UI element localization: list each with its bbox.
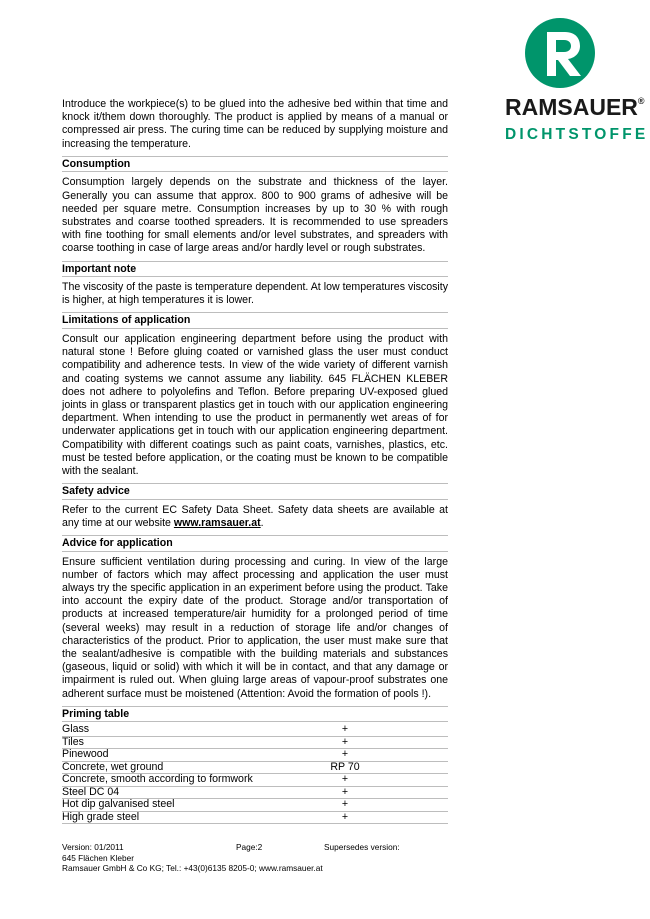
primer-cell: + — [310, 774, 448, 787]
footer-page-number: Page:2 — [236, 842, 263, 852]
material-cell: Pinewood — [62, 749, 310, 762]
primer-cell: + — [310, 749, 448, 762]
footer-version: Version: 01/2011 — [62, 842, 124, 852]
primer-cell: + — [310, 724, 448, 736]
website-link[interactable]: www.ramsauer.at — [173, 516, 261, 529]
material-cell: Concrete, smooth according to formwork — [62, 774, 310, 787]
material-cell: Glass — [62, 724, 310, 736]
material-cell: High grade steel — [62, 811, 310, 824]
primer-cell: + — [310, 811, 448, 824]
material-cell: Hot dip galvanised steel — [62, 799, 310, 812]
consumption-text: Consumption largely depends on the substrate and thickness of the layer. Generally you can assume that approx. 800 to 900 grams of adhesive will be needed per square metre. Consumption increases by up to 30 % with rough substrates and coarse toothed spreaders. It is recommended to use spreaders with fine toothing for small elements and/or level substrates, and spreaders with coarse toothing in case of large areas and/or hardly level or rough substrates. — [62, 176, 448, 255]
consumption-heading: Consumption — [62, 156, 448, 173]
logo-wordmark: RAMSAUER® — [505, 94, 645, 120]
page-footer — [62, 842, 462, 874]
primer-cell: + — [310, 736, 448, 749]
intro-paragraph: Introduce the workpiece(s) to be glued into the adhesive bed within that time and knock it/them down thoroughly. The product is applied by means of a manual or compressed air press. The curing time can be reduced by supplying moisture and increasing the temperature. — [62, 98, 448, 150]
limitations-heading: Limitations of application — [62, 312, 448, 329]
priming-table-heading: Priming table — [62, 706, 448, 723]
material-cell: Concrete, wet ground — [62, 761, 310, 774]
footer-supersedes: Supersedes version: — [324, 842, 400, 852]
safety-heading: Safety advice — [62, 483, 448, 500]
important-note-heading: Important note — [62, 261, 448, 278]
footer-row-version — [62, 842, 462, 853]
primer-cell: + — [310, 799, 448, 812]
limitations-text: Consult our application engineering department before using the product with natural stone ! Before gluing coated or varnished glass the user must conduct compatibility and adherence tests. In view of the wide variety of different varnish and coating systems we cannot assume any liability. 645 FLÄCHEN KLEBER does not adhere to polyolefins and Teflon. Before preparing UV-exposed glued joints in glass or transparent plastics get in touch with our application engineering department. When intending to use the product in permanently wet areas of for underwater applications get in touch with our application engineering department. Compatibility with different coatings such as paint coats, varnishes, plastics, etc. must be tested before application, or the coating must be known to be compatible with the sealant. — [62, 332, 448, 477]
primer-cell: RP 70 — [310, 761, 448, 774]
table-row — [62, 749, 448, 762]
table-row — [62, 811, 448, 824]
table-row — [62, 799, 448, 812]
primer-cell: + — [310, 786, 448, 799]
priming-table — [62, 724, 448, 824]
table-row — [62, 736, 448, 749]
safety-end: . — [260, 516, 264, 529]
table-row — [62, 774, 448, 787]
footer-product: 645 Flächen Kleber — [62, 852, 134, 863]
safety-body: Refer to the current EC Safety Data Sheet. Safety data sheets are available at any time at our website — [62, 503, 448, 529]
material-cell: Steel DC 04 — [62, 786, 310, 799]
advice-text: Ensure sufficient ventilation during processing and curing. In view of the large number of factors which may affect processing and application the user must always try the specific application in an experiment before using the product. Take into account the expiry date of the product. Storage and/or transportation of products at increased temperature/air humidity for a prolonged period of time (several weeks) may result in a reduction of storage life and/or changes of characteristics of the product. Prior to application, the user must make sure that the sealant/adhesive is compatible with the building materials and substances (gaseous, liquid or solid) with which it will be in contact, and that any damage or impairment is ruled out. When gluing large areas of vapour-proof substrates one adherent surface must be moistened (Attention: Avoid the formation of pools !). — [62, 555, 448, 700]
advice-heading: Advice for application — [62, 535, 448, 552]
logo-r-icon — [525, 18, 595, 88]
footer-company: Ramsauer GmbH & Co KG; Tel.: +43(0)6135 8205-0; www.ramsauer.at — [62, 863, 323, 873]
table-row — [62, 786, 448, 799]
document-body — [62, 98, 448, 824]
table-row — [62, 724, 448, 736]
material-cell: Tiles — [62, 736, 310, 749]
important-note-text: The viscosity of the paste is temperature dependent. At low temperatures viscosity is higher, at high temperatures it is lower. — [62, 281, 448, 307]
safety-text — [62, 504, 448, 530]
table-row — [62, 761, 448, 774]
logo-tagline: DICHTSTOFFE — [505, 126, 649, 143]
